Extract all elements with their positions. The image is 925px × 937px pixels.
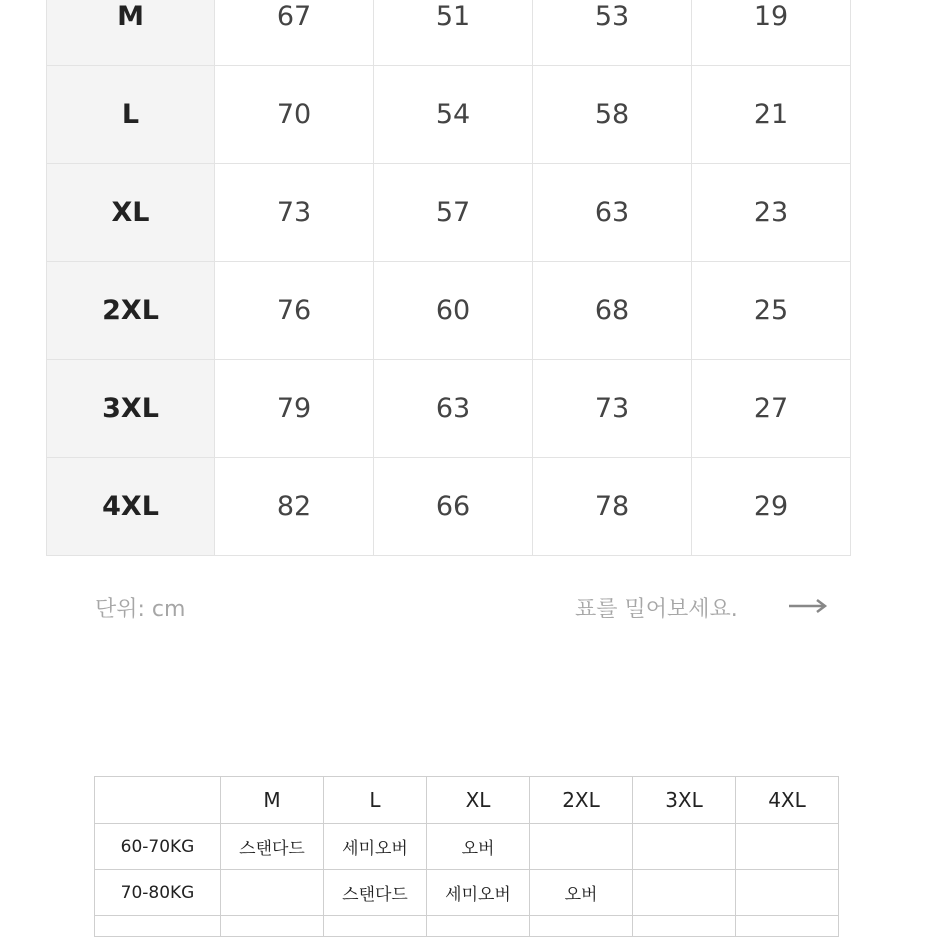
fit-header-cell: 4XL xyxy=(736,777,839,824)
fit-row xyxy=(95,870,839,916)
fit-empty-cell xyxy=(324,916,427,937)
size-row xyxy=(47,458,851,556)
fit-empty-cell xyxy=(427,916,530,937)
fit-empty-cell xyxy=(736,916,839,937)
measurement-cell: 76 xyxy=(215,262,374,360)
measurement-cell: 68 xyxy=(533,262,692,360)
weight-range-cell: 60-70KG xyxy=(95,824,221,870)
fit-type-cell xyxy=(633,824,736,870)
fit-type-cell xyxy=(736,824,839,870)
arrow-right-icon xyxy=(788,596,828,616)
size-label-cell: 2XL xyxy=(47,262,215,360)
weight-range-cell: 70-80KG xyxy=(95,870,221,916)
size-row xyxy=(47,262,851,360)
measurement-cell: 25 xyxy=(692,262,851,360)
fit-guide-table xyxy=(94,776,839,937)
measurement-cell: 29 xyxy=(692,458,851,556)
unit-label: 단위: cm xyxy=(95,597,186,622)
measurement-cell: 53 xyxy=(533,0,692,66)
size-label-cell: L xyxy=(47,66,215,164)
size-table-body xyxy=(47,0,851,556)
size-label-cell: XL xyxy=(47,164,215,262)
size-label-cell: 4XL xyxy=(47,458,215,556)
fit-header-cell: 3XL xyxy=(633,777,736,824)
fit-header-cell: L xyxy=(324,777,427,824)
fit-header-row xyxy=(95,777,839,824)
fit-type-cell xyxy=(633,870,736,916)
fit-row-cutoff xyxy=(95,916,839,937)
size-row xyxy=(47,164,851,262)
fit-type-cell xyxy=(221,870,324,916)
fit-header-cell xyxy=(95,777,221,824)
fit-table-body xyxy=(95,777,839,937)
measurement-cell: 19 xyxy=(692,0,851,66)
measurement-cell: 66 xyxy=(374,458,533,556)
measurement-cell: 82 xyxy=(215,458,374,556)
fit-type-cell: 세미오버 xyxy=(324,824,427,870)
fit-type-cell xyxy=(736,870,839,916)
fit-header-cell: M xyxy=(221,777,324,824)
fit-type-cell: 세미오버 xyxy=(427,870,530,916)
size-label-cell: M xyxy=(47,0,215,66)
measurement-cell: 21 xyxy=(692,66,851,164)
fit-empty-cell xyxy=(633,916,736,937)
scroll-hint: 표를 밀어보세요. xyxy=(575,597,738,622)
size-row xyxy=(47,0,851,66)
size-row xyxy=(47,360,851,458)
measurement-cell: 73 xyxy=(533,360,692,458)
measurement-cell: 27 xyxy=(692,360,851,458)
fit-type-cell: 스탠다드 xyxy=(324,870,427,916)
fit-header-cell: 2XL xyxy=(530,777,633,824)
measurement-cell: 54 xyxy=(374,66,533,164)
measurement-cell: 63 xyxy=(374,360,533,458)
measurement-cell: 58 xyxy=(533,66,692,164)
fit-type-cell xyxy=(530,824,633,870)
size-measurement-table xyxy=(46,0,851,556)
measurement-cell: 63 xyxy=(533,164,692,262)
measurement-cell: 57 xyxy=(374,164,533,262)
size-label-cell: 3XL xyxy=(47,360,215,458)
fit-empty-cell xyxy=(530,916,633,937)
fit-type-cell: 오버 xyxy=(427,824,530,870)
fit-type-cell: 스탠다드 xyxy=(221,824,324,870)
fit-header-cell: XL xyxy=(427,777,530,824)
measurement-cell: 79 xyxy=(215,360,374,458)
measurement-cell: 73 xyxy=(215,164,374,262)
size-row xyxy=(47,66,851,164)
fit-row xyxy=(95,824,839,870)
fit-empty-cell xyxy=(95,916,221,937)
measurement-cell: 70 xyxy=(215,66,374,164)
measurement-cell: 23 xyxy=(692,164,851,262)
measurement-cell: 78 xyxy=(533,458,692,556)
measurement-cell: 60 xyxy=(374,262,533,360)
fit-empty-cell xyxy=(221,916,324,937)
fit-type-cell: 오버 xyxy=(530,870,633,916)
measurement-cell: 67 xyxy=(215,0,374,66)
measurement-cell: 51 xyxy=(374,0,533,66)
